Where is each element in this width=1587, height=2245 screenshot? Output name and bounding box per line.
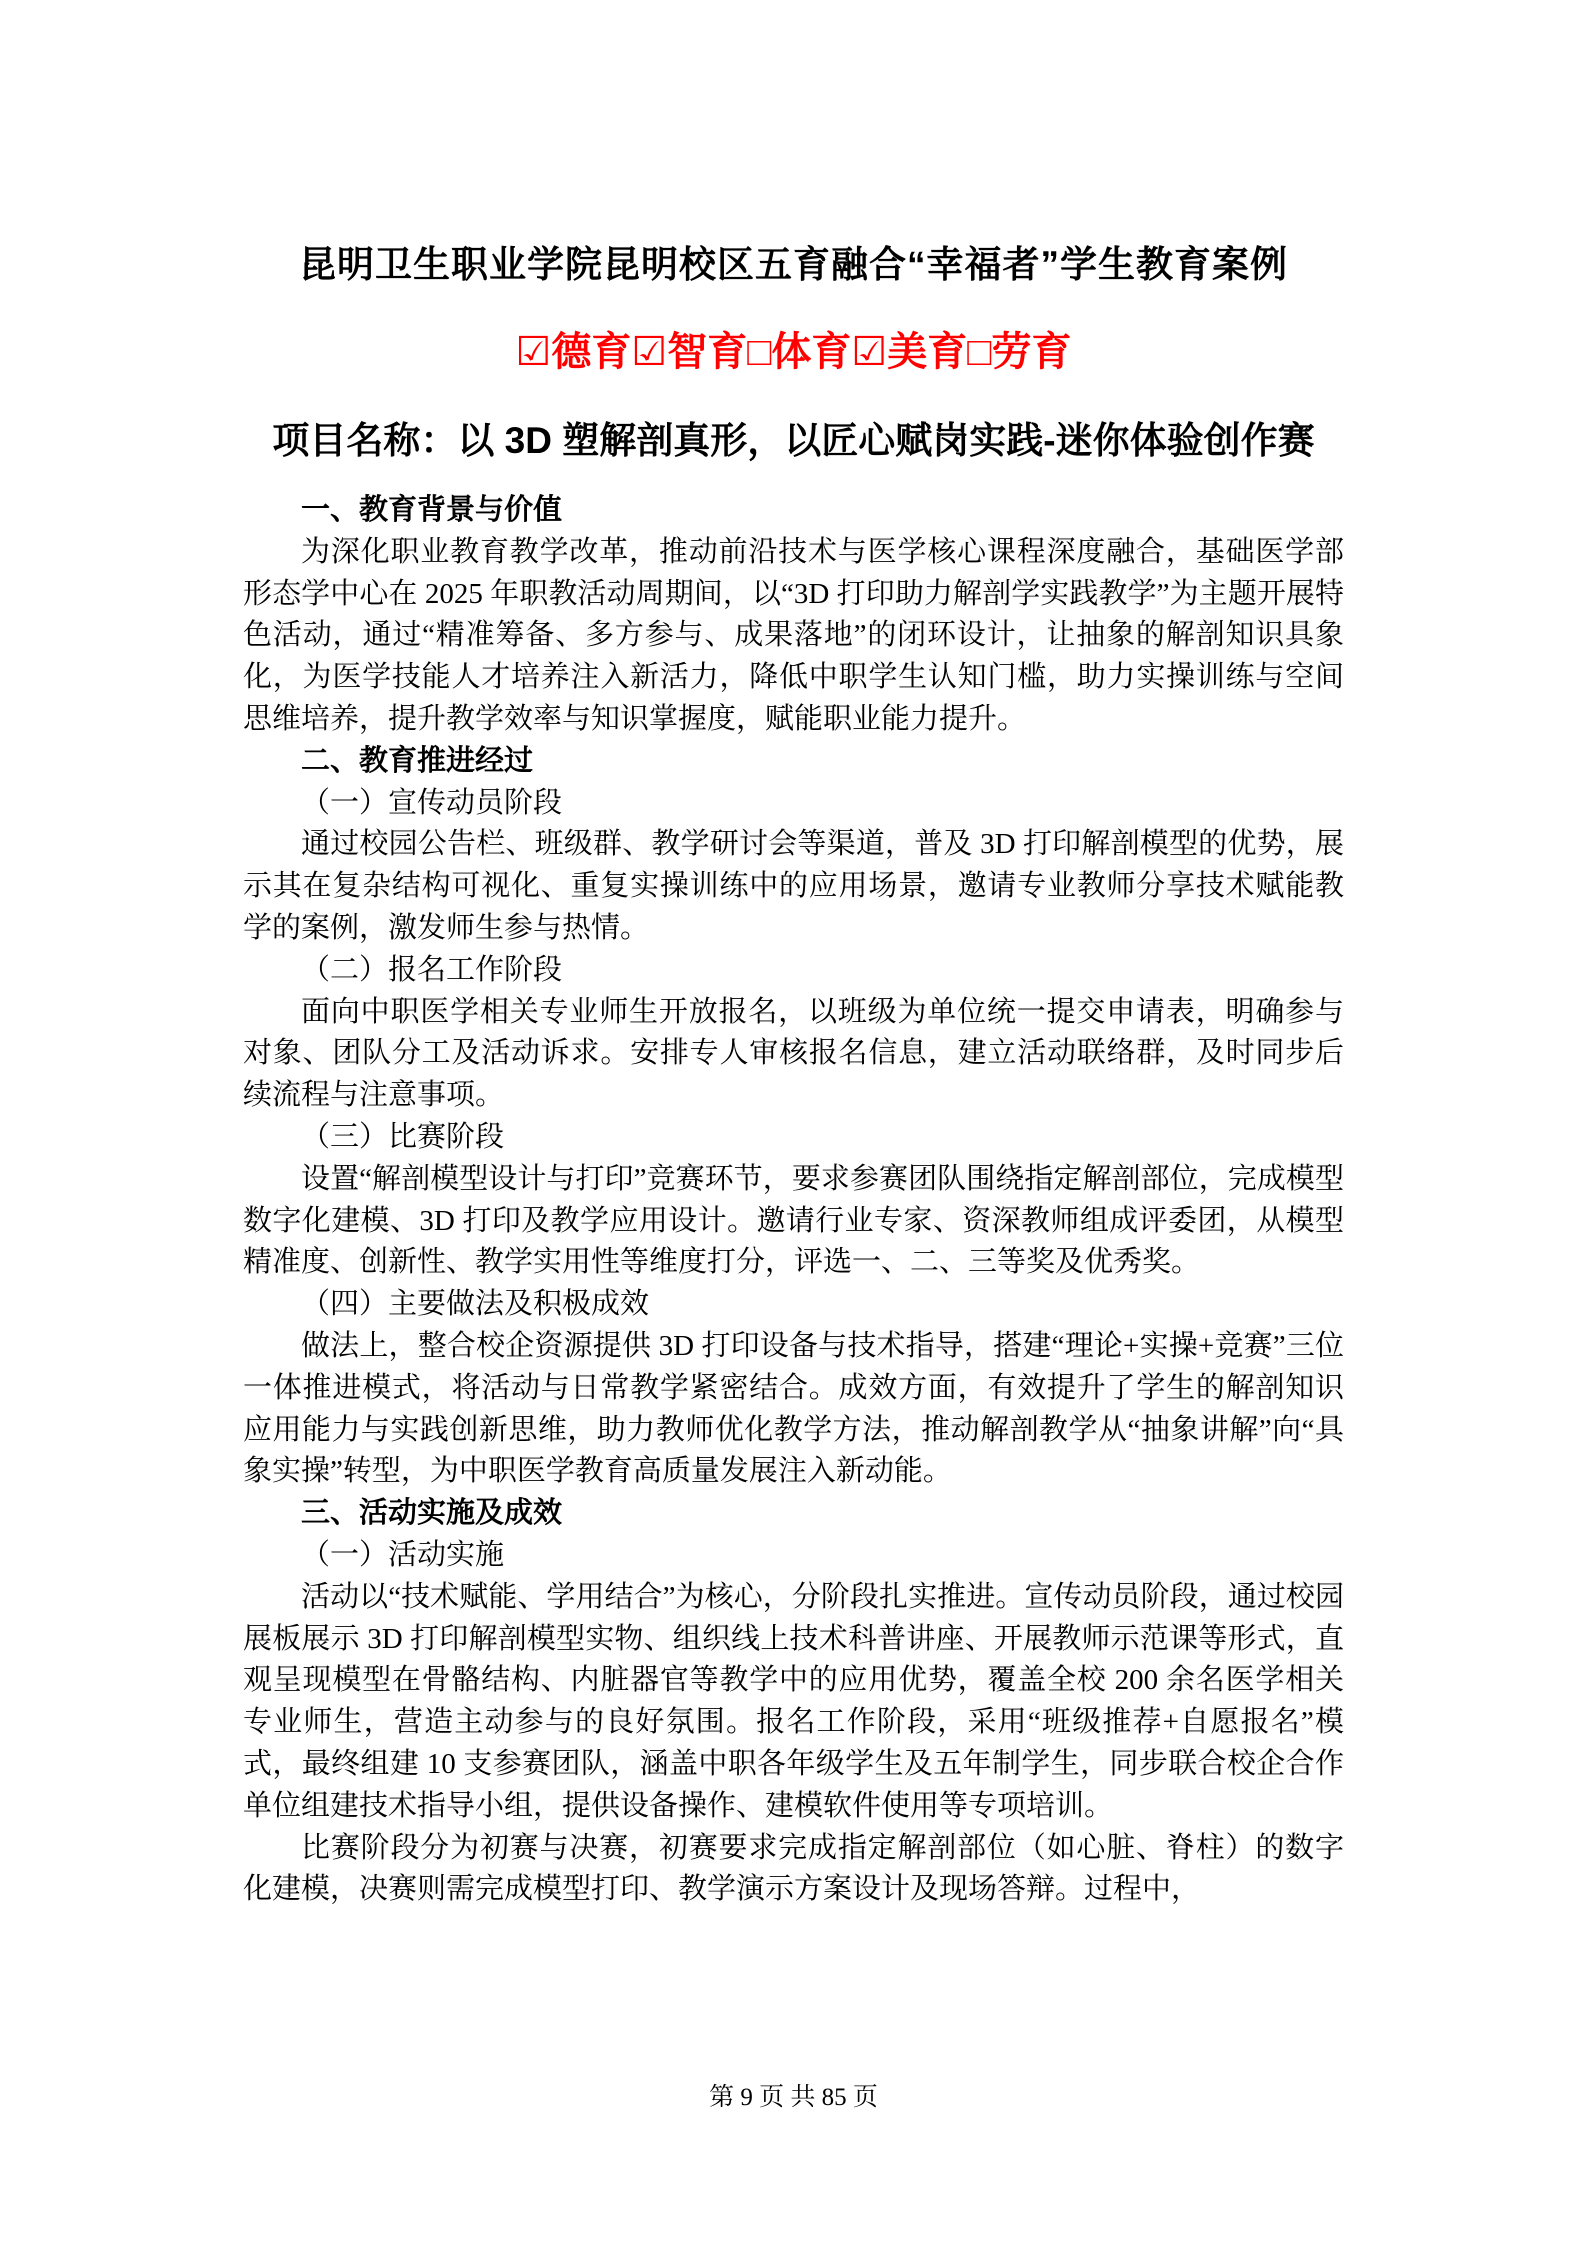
paragraph-publicity: 通过校园公告栏、班级群、教学研讨会等渠道，普及 3D 打印解剖模型的优势，展示其在复杂结构可视化、重复实操训练中的应用场景，邀请专业教师分享技术赋能教学的案例，激发师生参与热情。 (243, 828, 1344, 944)
document-body (243, 490, 1344, 1911)
subheading-2-4: （四）主要做法及积极成效 (301, 1288, 650, 1321)
checkbox-item-meiyu (851, 330, 967, 374)
paragraph-competition: 设置“解剖模型设计与打印”竞赛环节，要求参赛团队围绕指定解剖部位，完成模型数字化建模、3D 打印及教学应用设计。邀请行业专家、资深教师组成评委团，从模型精准度、创新性、教学实用性等维度打分，评选一、二、三等奖及优秀奖。 (243, 1162, 1344, 1279)
checkbox-label: 德育 (551, 330, 632, 374)
checked-box-icon: ☑ (515, 330, 552, 374)
section-heading-2: 二、教育推进经过 (301, 744, 534, 777)
paragraph-final-stage: 比赛阶段分为初赛与决赛，初赛要求完成指定解剖部位（如心脏、脊柱）的数字化建模，决赛则需完成模型打印、教学演示方案设计及现场答辩。过程中， (243, 1831, 1344, 1906)
checked-box-icon: ☑ (851, 330, 888, 374)
paragraph-background: 为深化职业教育教学改革，推动前沿技术与医学核心课程深度融合，基础医学部形态学中心在 2025 年职教活动周期间，以“3D 打印助力解剖学实践教学”为主题开展特色活动，通过“精准筹备、多方参与、成果落地”的闭环设计，让抽象的解剖知识具象化，为医学技能人才培养注入新活力，降低中职学生认知门槛，助力实操训练与空间思维培养，提升教学效率与知识掌握度，赋能职业能力提升。 (243, 535, 1345, 735)
page-content (243, 240, 1344, 1911)
checkbox-item-deyu (516, 330, 632, 374)
subheading-2-1: （一）宣传动员阶段 (301, 786, 563, 819)
section-heading-1: 一、教育背景与价值 (301, 494, 563, 526)
checkbox-item-laoyu (967, 330, 1071, 374)
checkbox-label: 智育 (667, 330, 748, 374)
subheading-2-3: （三）比赛阶段 (301, 1120, 505, 1153)
checkbox-label: 劳育 (991, 330, 1072, 374)
checked-box-icon: ☑ (631, 330, 668, 374)
subheading-3-1: （一）活动实施 (301, 1538, 505, 1571)
paragraph-registration: 面向中职医学相关专业师生开放报名，以班级为单位统一提交申请表，明确参与对象、团队分工及活动诉求。安排专人审核报名信息，建立活动联络群，及时同步后续流程与注意事项。 (243, 995, 1344, 1112)
paragraph-methods-results: 做法上，整合校企资源提供 3D 打印设备与技术指导，搭建“理论+实操+竞赛”三位一体推进模式，将活动与日常教学紧密结合。成效方面，有效提升了学生的解剖知识应用能力与实践创新思维，助力教师优化教学方法，推动解剖教学从“抽象讲解”向“具象实操”转型，为中职医学教育高质量发展注入新动能。 (243, 1329, 1344, 1488)
checkbox-item-zhiyu (631, 330, 747, 374)
section-heading-3: 三、活动实施及成效 (301, 1497, 563, 1530)
document-title: 昆明卫生职业学院昆明校区五育融合“幸福者”学生教育案例 (299, 244, 1288, 285)
checkbox-label: 美育 (887, 330, 968, 374)
checkbox-label: 体育 (771, 330, 852, 374)
checkbox-item-tiyu (747, 330, 851, 374)
page-footer: 第 9 页 共 85 页 (709, 2084, 878, 2111)
unchecked-box-icon: □ (747, 330, 772, 374)
project-title: 项目名称：以 3D 塑解剖真形，以匠心赋岗实践-迷你体验创作赛 (272, 420, 1315, 461)
unchecked-box-icon: □ (967, 330, 992, 374)
paragraph-implementation: 活动以“技术赋能、学用结合”为核心，分阶段扎实推进。宣传动员阶段，通过校园展板展示 3D 打印解剖模型实物、组织线上技术科普讲座、开展教师示范课等形式，直观呈现模型在骨骼结构、内脏器官等教学中的应用优势，覆盖全校 200 余名医学相关专业师生，营造主动参与的良好氛围。报名工作阶段，采用“班级推荐+自愿报名”模式，最终组建 10 支参赛团队，涵盖中职各年级学生及五年制学生，同步联合校企合作单位组建技术指导小组，提供设备操作、建模软件使用等专项培训。 (243, 1580, 1344, 1822)
subheading-2-2: （二）报名工作阶段 (301, 953, 563, 986)
five-education-checkbox-line (243, 326, 1344, 378)
